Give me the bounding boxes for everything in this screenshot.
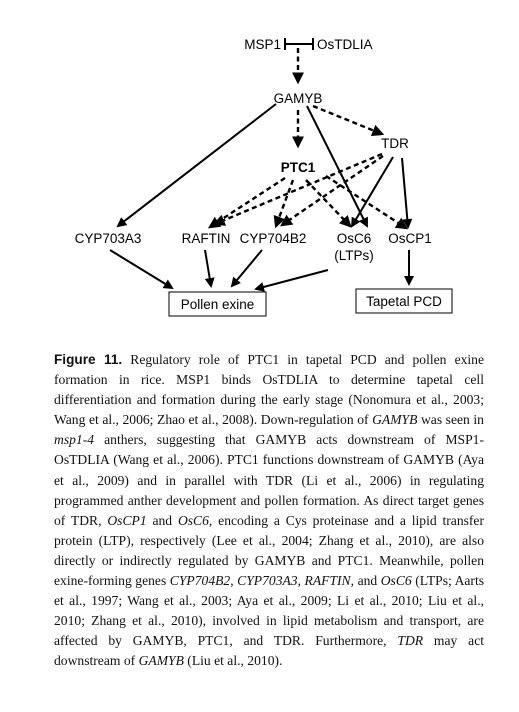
caption-text-run: (LTPs; Aarts et al., 1997; Wang et al., 2003; Aya et al., 2009; Li et al., 2010; Liu et al., 2010; Zhang et al., 2010), involved in lipid metabolism and transport, are affected by GAMYB, PTC1, and TDR. Furthermore, (54, 573, 485, 649)
edge-gamyb-tdr (313, 106, 382, 134)
edge-raftin-pollen (205, 250, 211, 286)
box-tapetal-pcd (356, 289, 452, 313)
caption-italic-term: RAFTIN (304, 573, 351, 589)
caption-text-run: , (230, 573, 238, 589)
edge-ptc1-raftin (210, 178, 285, 227)
caption-italic-term: TDR (397, 633, 424, 649)
node-oscp1: OsCP1 (388, 231, 432, 246)
edge-tdr-oscp1 (402, 158, 408, 227)
pollen-exine-label: Pollen exine (180, 297, 255, 312)
caption-text-run: Regulatory role of PTC1 in tapetal PCD and pollen exine formation in rice. MSP1 binds OsTDLIA to determine tapetal cell differentiation and formation during the early stage (Nonomura et al., 2003; Wang et al., 2006; Zhao et al., 2008). Down-regulation of (54, 352, 485, 428)
caption-italic-term: CYP703A3 (237, 573, 298, 589)
regulatory-diagram (0, 0, 519, 340)
node-tdr: TDR (381, 136, 409, 151)
figure-label: Figure 11. (54, 352, 123, 367)
caption-text-run: may act downstream of (54, 633, 485, 669)
node-cyp703a3: CYP703A3 (74, 231, 142, 246)
node-cyp704b2: CYP704B2 (239, 231, 307, 246)
caption-text-run: was seen in (417, 412, 484, 428)
caption-body (54, 352, 484, 668)
node-osc6: OsC6 (336, 231, 372, 246)
caption-text-run: anthers, suggesting that GAMYB acts downstream of MSP1-OsTDLIA (Wang et al., 2006). PTC1 functions downstream of GAMYB (Aya et al., 2009) and in parallel with TDR (Li et al., 2006) in regulating programmed anther development and pollen formation. As direct target genes of TDR, (54, 432, 484, 528)
caption-text-run: and (146, 512, 178, 528)
caption-text-run: (Liu et al., 2010). (183, 653, 283, 669)
node-gamyb: GAMYB (273, 91, 323, 106)
caption-italic-term: OsC6 (177, 512, 209, 528)
caption-italic-term: msp1-4 (54, 432, 95, 448)
caption-text-run: , encoding a Cys proteinase and a lipid transfer protein (LTP), respectively (Lee et al., 2004; Zhang et al., 2010), are also directly or indirectly regulated by GAMYB and PTC1. Meanwhile, pollen exine-forming genes (54, 512, 484, 589)
caption-italic-term: OsCP1 (107, 512, 147, 528)
node-osc6-ltps: (LTPs) (334, 248, 374, 263)
box-pollen-exine (169, 292, 266, 316)
caption-text-run: , (297, 573, 305, 589)
tapetal-pcd-label: Tapetal PCD (366, 294, 442, 309)
node-ostdlia: OsTDLIA (317, 37, 373, 52)
edge-gamyb-osc6 (307, 106, 367, 226)
edge-cyp704b2-pollen (232, 250, 262, 286)
caption-italic-term: CYP704B2 (169, 573, 231, 589)
edge-osc6-pollen (256, 270, 328, 289)
caption-italic-term: GAMYB (372, 412, 418, 428)
caption-text-run: , and (350, 573, 381, 589)
node-msp1: MSP1 (244, 37, 281, 52)
node-raftin: RAFTIN (181, 231, 231, 246)
figure-caption (54, 350, 484, 672)
caption-italic-term: OsC6 (380, 573, 412, 589)
caption-italic-term: GAMYB (138, 653, 184, 669)
node-ptc1: PTC1 (280, 160, 316, 175)
edge-cyp703a3-pollen (110, 250, 172, 288)
